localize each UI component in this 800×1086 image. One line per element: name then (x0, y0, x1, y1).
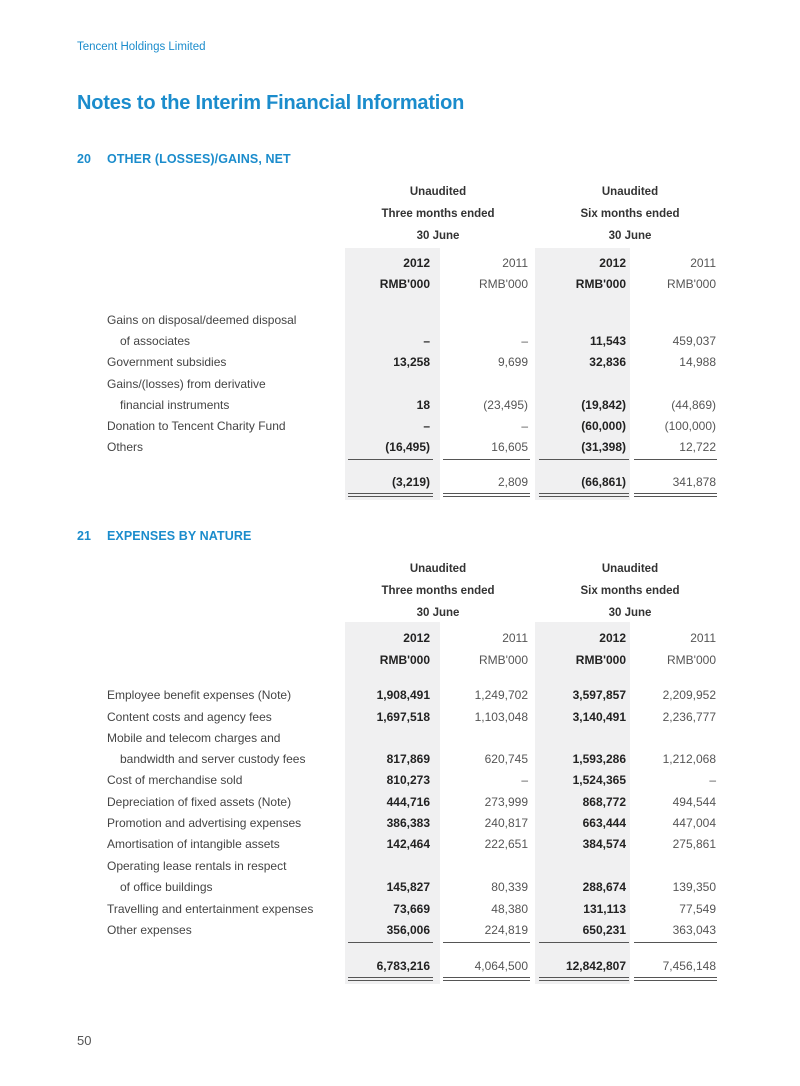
cell-value: 363,043 (672, 923, 716, 937)
unit-header: RMB'000 (479, 277, 528, 291)
table-row (0, 398, 800, 418)
cell-value: 1,212,068 (662, 752, 716, 766)
cell-value: – (521, 334, 528, 348)
subtotal-rule (443, 459, 530, 460)
total-value: 12,842,807 (565, 959, 626, 973)
cell-value: 77,549 (679, 902, 716, 916)
cell-value: 386,383 (386, 816, 430, 830)
cell-value: 2,209,952 (662, 688, 716, 702)
year-header: 2012 (599, 256, 626, 270)
year-header: 2011 (502, 256, 528, 270)
cell-value: 663,444 (582, 816, 626, 830)
header-date-left: 30 June (416, 607, 460, 619)
row-label: Cost of merchandise sold (107, 773, 243, 787)
header-unaudited-right: Unaudited (601, 186, 659, 198)
cell-value: 18 (416, 398, 430, 412)
cell-value: 356,006 (386, 923, 430, 937)
cell-value: 817,869 (386, 752, 430, 766)
row-label: Amortisation of intangible assets (107, 837, 280, 851)
cell-value: 13,258 (393, 355, 430, 369)
cell-value: 273,999 (484, 795, 528, 809)
total-row (0, 475, 800, 495)
row-label: financial instruments (120, 398, 230, 412)
cell-value: 868,772 (582, 795, 626, 809)
table-row (0, 377, 800, 397)
cell-value: (23,495) (483, 398, 528, 412)
cell-value: 80,339 (491, 880, 528, 894)
total-double-rule (348, 493, 433, 497)
cell-value: (60,000) (581, 419, 626, 433)
total-value: 341,878 (672, 475, 716, 489)
cell-value: 240,817 (484, 816, 528, 830)
table-row (0, 688, 800, 708)
cell-value: 447,004 (672, 816, 716, 830)
cell-value: 16,605 (491, 440, 528, 454)
section-number: 20 (77, 152, 92, 166)
subtotal-rule (539, 459, 629, 460)
table-row (0, 795, 800, 815)
table-row (0, 419, 800, 439)
row-label: Employee benefit expenses (Note) (107, 688, 292, 702)
row-label: bandwidth and server custody fees (120, 752, 306, 766)
header-period-right: Six months ended (580, 208, 680, 220)
table-row (0, 902, 800, 922)
row-label: Gains on disposal/deemed disposal (107, 313, 297, 327)
total-value: (3,219) (391, 475, 430, 489)
section-title: EXPENSES BY NATURE (107, 529, 252, 543)
row-label: Donation to Tencent Charity Fund (107, 419, 286, 433)
subtotal-rule (634, 942, 717, 943)
subtotal-rule (634, 459, 717, 460)
total-value: 4,064,500 (474, 959, 528, 973)
cell-value: – (423, 419, 430, 433)
row-label: Content costs and agency fees (107, 710, 272, 724)
unit-header: RMB'000 (575, 653, 626, 667)
table-row (0, 923, 800, 943)
section-heading (77, 152, 291, 166)
cell-value: 139,350 (672, 880, 716, 894)
cell-value: 1,524,365 (572, 773, 626, 787)
cell-value: (19,842) (581, 398, 626, 412)
year-header: 2012 (403, 631, 430, 645)
page-number: 50 (77, 1033, 92, 1048)
cell-value: 620,745 (484, 752, 528, 766)
year-header: 2011 (690, 256, 716, 270)
section-heading (77, 529, 251, 543)
header-date-right: 30 June (608, 607, 652, 619)
year-header: 2011 (502, 631, 528, 645)
row-label: Operating lease rentals in respect (107, 859, 287, 873)
cell-value: 1,593,286 (572, 752, 626, 766)
row-label: Government subsidies (107, 355, 227, 369)
section-number: 21 (77, 529, 92, 543)
unit-header: RMB'000 (667, 277, 716, 291)
cell-value: 288,674 (582, 880, 626, 894)
page-title: Notes to the Interim Financial Information (77, 92, 465, 114)
cell-value: 1,103,048 (474, 710, 528, 724)
cell-value: 222,651 (484, 837, 528, 851)
cell-value: 810,273 (386, 773, 430, 787)
row-label: Others (107, 440, 144, 454)
cell-value: 1,908,491 (376, 688, 430, 702)
cell-value: 3,597,857 (572, 688, 626, 702)
cell-value: (44,869) (671, 398, 716, 412)
header-period-right: Six months ended (580, 585, 680, 597)
cell-value: – (521, 419, 528, 433)
cell-value: (31,398) (581, 440, 626, 454)
cell-value: (16,495) (385, 440, 430, 454)
cell-value: 275,861 (672, 837, 716, 851)
header-date-right: 30 June (608, 230, 652, 242)
row-label: Travelling and entertainment expenses (107, 902, 314, 916)
year-header: 2011 (690, 631, 716, 645)
subtotal-rule (348, 459, 433, 460)
cell-value: 11,543 (589, 334, 626, 348)
year-header: 2012 (599, 631, 626, 645)
cell-value: 12,722 (679, 440, 716, 454)
cell-value: 1,697,518 (376, 710, 430, 724)
cell-value: 224,819 (484, 923, 528, 937)
header-period-left: Three months ended (381, 585, 495, 597)
cell-value: 48,380 (491, 902, 528, 916)
table-row (0, 837, 800, 857)
table-row (0, 710, 800, 730)
cell-value: – (423, 334, 430, 348)
cell-value: 131,113 (583, 902, 626, 916)
table-row (0, 816, 800, 836)
row-label: Gains/(losses) from derivative (107, 377, 266, 391)
cell-value: 459,037 (672, 334, 716, 348)
unit-header: RMB'000 (479, 653, 528, 667)
table-row (0, 355, 800, 375)
table-row (0, 880, 800, 900)
unit-header: RMB'000 (575, 277, 626, 291)
cell-value: 384,574 (582, 837, 626, 851)
total-double-rule (634, 977, 717, 981)
total-row (0, 959, 800, 979)
total-value: 2,809 (497, 475, 528, 489)
cell-value: 494,544 (672, 795, 716, 809)
table-row (0, 859, 800, 879)
cell-value: 142,464 (386, 837, 430, 851)
table-row (0, 773, 800, 793)
row-label: Promotion and advertising expenses (107, 816, 302, 830)
section-title: OTHER (LOSSES)/GAINS, NET (107, 152, 291, 166)
year-header: 2012 (403, 256, 430, 270)
cell-value: 1,249,702 (474, 688, 528, 702)
row-label: of office buildings (120, 880, 213, 894)
row-label: Other expenses (107, 923, 192, 937)
subtotal-rule (443, 942, 530, 943)
unit-header: RMB'000 (379, 653, 430, 667)
total-value: 6,783,216 (376, 959, 430, 973)
total-double-rule (634, 493, 717, 497)
total-double-rule (539, 977, 629, 981)
cell-value: 3,140,491 (572, 710, 626, 724)
total-value: 7,456,148 (662, 959, 716, 973)
header-period-left: Three months ended (381, 208, 495, 220)
cell-value: (100,000) (664, 419, 716, 433)
cell-value: 650,231 (582, 923, 626, 937)
total-double-rule (443, 977, 530, 981)
total-double-rule (443, 493, 530, 497)
cell-value: 145,827 (386, 880, 430, 894)
total-value: (66,861) (581, 475, 626, 489)
cell-value: 9,699 (497, 355, 528, 369)
total-double-rule (348, 977, 433, 981)
cell-value: – (521, 773, 528, 787)
table-row (0, 334, 800, 354)
cell-value: 2,236,777 (662, 710, 716, 724)
row-label: Depreciation of fixed assets (Note) (107, 795, 292, 809)
header-unaudited-left: Unaudited (409, 563, 467, 575)
cell-value: 73,669 (393, 902, 430, 916)
unit-header: RMB'000 (379, 277, 430, 291)
table-row (0, 440, 800, 460)
total-double-rule (539, 493, 629, 497)
header-unaudited-right: Unaudited (601, 563, 659, 575)
header-date-left: 30 June (416, 230, 460, 242)
cell-value: – (709, 773, 716, 787)
row-label: Mobile and telecom charges and (107, 731, 281, 745)
cell-value: 32,836 (589, 355, 626, 369)
table-row (0, 313, 800, 333)
subtotal-rule (539, 942, 629, 943)
unit-header: RMB'000 (667, 653, 716, 667)
header-unaudited-left: Unaudited (409, 186, 467, 198)
cell-value: 14,988 (679, 355, 716, 369)
company-name: Tencent Holdings Limited (77, 41, 206, 53)
table-row (0, 752, 800, 772)
table-row (0, 731, 800, 751)
row-label: of associates (120, 334, 191, 348)
cell-value: 444,716 (386, 795, 430, 809)
subtotal-rule (348, 942, 433, 943)
